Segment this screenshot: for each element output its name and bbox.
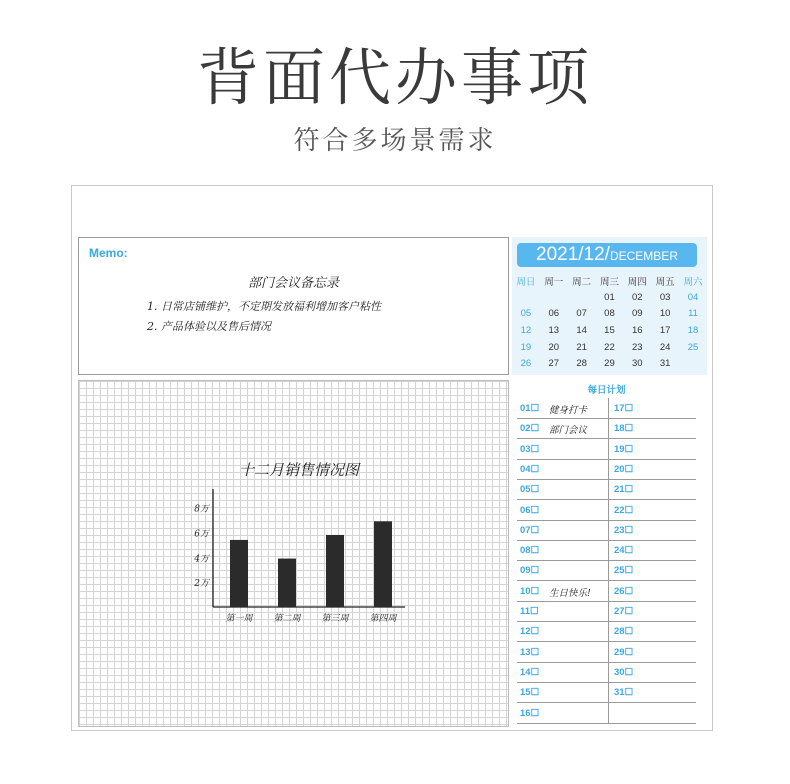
chart-bar bbox=[230, 540, 248, 607]
calendar-day[interactable]: 24 bbox=[659, 341, 671, 353]
calendar-week-row bbox=[512, 355, 707, 372]
daily-plan-row[interactable] bbox=[517, 601, 696, 622]
calendar-day[interactable]: 19 bbox=[520, 341, 532, 353]
daily-plan-day[interactable]: 19☐ bbox=[614, 443, 634, 455]
calendar-day[interactable]: 10 bbox=[659, 308, 671, 320]
daily-plan-day[interactable]: 24☐ bbox=[614, 545, 634, 557]
chart-x-tick-label: 第一周 bbox=[225, 614, 253, 624]
daily-plan-row[interactable] bbox=[517, 540, 696, 561]
calendar-day[interactable]: 17 bbox=[659, 324, 671, 336]
daily-plan-day[interactable]: 25☐ bbox=[614, 565, 634, 577]
daily-plan-note: 部门会议 bbox=[549, 425, 588, 437]
daily-plan-day[interactable]: 31☐ bbox=[614, 687, 634, 699]
calendar-day[interactable]: 16 bbox=[632, 324, 643, 336]
daily-plan-day[interactable]: 01☐ bbox=[520, 403, 540, 414]
calendar-week-row bbox=[512, 322, 707, 339]
calendar-day[interactable]: 12 bbox=[520, 324, 532, 336]
daily-plan-day[interactable]: 04☐ bbox=[520, 463, 540, 475]
chart-x-tick-label: 第四周 bbox=[369, 614, 397, 624]
calendar-week-row bbox=[512, 306, 707, 323]
calendar-day[interactable]: 09 bbox=[632, 308, 643, 320]
calendar-day[interactable]: 21 bbox=[576, 341, 587, 353]
daily-plan-row[interactable] bbox=[517, 398, 696, 419]
calendar-day[interactable]: 02 bbox=[632, 291, 643, 303]
daily-plan-row[interactable] bbox=[517, 703, 696, 724]
calendar-day[interactable]: 22 bbox=[604, 341, 615, 353]
page-subtitle: 符合多场景需求 bbox=[293, 126, 497, 156]
daily-plan-day[interactable]: 16☐ bbox=[520, 707, 540, 719]
calendar-day[interactable]: 01 bbox=[604, 291, 615, 303]
chart-y-tick-label: 2万 bbox=[194, 579, 209, 590]
chart-bar bbox=[278, 559, 296, 607]
calendar-day[interactable]: 25 bbox=[687, 341, 699, 353]
calendar-day[interactable]: 08 bbox=[604, 308, 615, 320]
daily-plan-day[interactable]: 23☐ bbox=[614, 524, 634, 536]
calendar-weekday: 周五 bbox=[655, 276, 675, 288]
daily-plan-divider bbox=[608, 398, 609, 723]
calendar-year-month: 2021/12/ bbox=[536, 244, 610, 265]
daily-plan-title: 每日计划 bbox=[587, 385, 626, 396]
daily-plan-day[interactable]: 28☐ bbox=[614, 626, 634, 638]
daily-plan-day[interactable]: 06☐ bbox=[520, 504, 540, 516]
calendar-month-name: DECEMBER bbox=[609, 249, 678, 263]
calendar-day[interactable]: 20 bbox=[548, 341, 560, 353]
calendar-day[interactable]: 26 bbox=[520, 358, 532, 370]
daily-plan-row[interactable] bbox=[517, 520, 696, 541]
calendar-weekday: 周二 bbox=[572, 276, 592, 288]
daily-plan-day[interactable]: 29☐ bbox=[614, 646, 634, 658]
daily-plan-day[interactable]: 27☐ bbox=[614, 606, 634, 617]
calendar-weekday: 周日 bbox=[516, 276, 536, 288]
memo-panel bbox=[78, 237, 509, 375]
calendar-day[interactable]: 27 bbox=[548, 358, 560, 370]
daily-plan-day[interactable]: 30☐ bbox=[614, 666, 634, 678]
daily-plan-row[interactable] bbox=[517, 642, 696, 663]
memo-heading: 部门会议备忘录 bbox=[247, 276, 339, 291]
daily-plan-row[interactable] bbox=[517, 662, 696, 683]
calendar-day bbox=[512, 289, 540, 306]
daily-plan-day[interactable]: 17☐ bbox=[614, 403, 634, 414]
memo-line: 2. 产品体验以及售后情况 bbox=[147, 320, 271, 333]
daily-plan-row[interactable] bbox=[517, 439, 696, 460]
chart-y-tick-label: 6万 bbox=[194, 529, 209, 540]
grid-panel bbox=[78, 380, 509, 727]
daily-plan-row[interactable] bbox=[517, 418, 696, 439]
daily-plan-day[interactable]: 08☐ bbox=[520, 545, 540, 557]
daily-plan-day[interactable]: 07☐ bbox=[520, 524, 540, 536]
calendar-day[interactable]: 07 bbox=[576, 308, 587, 320]
calendar-week-row bbox=[512, 339, 707, 356]
daily-plan-day[interactable]: 05☐ bbox=[520, 484, 540, 496]
daily-plan-day[interactable]: 15☐ bbox=[520, 687, 540, 699]
daily-plan-row[interactable] bbox=[517, 621, 696, 642]
calendar-grid bbox=[512, 272, 707, 372]
calendar-day[interactable]: 30 bbox=[632, 358, 643, 370]
calendar-day[interactable]: 05 bbox=[520, 308, 532, 320]
daily-plan-row[interactable] bbox=[517, 560, 696, 581]
daily-plan-day[interactable]: 02☐ bbox=[520, 423, 540, 435]
sales-chart bbox=[79, 381, 510, 728]
calendar-week-row bbox=[512, 289, 707, 306]
daily-plan-day[interactable]: 13☐ bbox=[520, 646, 540, 658]
daily-plan-day[interactable]: 11☐ bbox=[520, 606, 539, 617]
calendar-weekday: 周六 bbox=[683, 276, 703, 288]
daily-plan-day[interactable]: 12☐ bbox=[520, 626, 540, 638]
calendar-day bbox=[540, 289, 568, 306]
chart-y-tick-label: 8万 bbox=[194, 504, 209, 515]
daily-plan-day[interactable]: 20☐ bbox=[614, 463, 634, 475]
daily-plan-row[interactable] bbox=[517, 682, 696, 703]
calendar-day[interactable]: 14 bbox=[576, 324, 587, 336]
calendar-day[interactable]: 04 bbox=[687, 291, 699, 303]
calendar-day[interactable]: 13 bbox=[548, 324, 560, 336]
calendar-weekday: 周三 bbox=[599, 276, 619, 288]
daily-plan-day[interactable]: 09☐ bbox=[520, 565, 540, 577]
calendar-day[interactable]: 11 bbox=[688, 308, 698, 320]
daily-plan-day[interactable]: 21☐ bbox=[614, 484, 634, 496]
daily-plan-day[interactable]: 26☐ bbox=[614, 585, 634, 597]
daily-plan-row[interactable] bbox=[517, 500, 696, 521]
calendar-day bbox=[679, 355, 707, 372]
daily-plan-day[interactable]: 14☐ bbox=[520, 666, 540, 678]
memo-line: 1. 日常店铺维护，不定期发放福利增加客户粘性 bbox=[147, 300, 381, 313]
calendar-day[interactable]: 18 bbox=[687, 324, 699, 336]
calendar-day[interactable]: 06 bbox=[548, 308, 560, 320]
chart-title: 十二月销售情况图 bbox=[238, 461, 360, 479]
calendar-header bbox=[517, 243, 697, 267]
calendar-day bbox=[568, 289, 596, 306]
daily-plan-day[interactable]: 10☐ bbox=[520, 585, 540, 597]
calendar-day[interactable]: 31 bbox=[659, 358, 671, 370]
calendar-day[interactable]: 23 bbox=[632, 341, 643, 353]
memo-label: Memo: bbox=[89, 246, 128, 260]
daily-plan-row[interactable] bbox=[517, 581, 696, 602]
chart-y-tick-label: 4万 bbox=[194, 554, 209, 565]
chart-x-tick-label: 第三周 bbox=[321, 614, 349, 624]
chart-bar bbox=[374, 521, 392, 607]
calendar-day[interactable]: 03 bbox=[659, 291, 671, 303]
daily-plan-row[interactable] bbox=[517, 459, 696, 480]
daily-plan-day[interactable]: 03☐ bbox=[520, 443, 540, 455]
chart-bar bbox=[326, 535, 344, 607]
daily-plan-note: 生日快乐! bbox=[549, 587, 591, 599]
daily-plan-day[interactable]: 22☐ bbox=[614, 504, 634, 516]
chart-x-tick-label: 第二周 bbox=[273, 614, 301, 624]
page-title: 背面代办事项 bbox=[196, 41, 593, 114]
calendar-day[interactable]: 29 bbox=[604, 358, 615, 370]
daily-plan-note: 健身打卡 bbox=[549, 405, 588, 416]
calendar-day[interactable]: 15 bbox=[604, 324, 615, 336]
calendar-weekday: 周一 bbox=[544, 276, 564, 288]
daily-plan-day[interactable]: 18☐ bbox=[614, 423, 634, 435]
daily-plan-row[interactable] bbox=[517, 479, 696, 500]
calendar-day[interactable]: 28 bbox=[576, 358, 587, 370]
calendar-weekday: 周四 bbox=[627, 276, 647, 288]
